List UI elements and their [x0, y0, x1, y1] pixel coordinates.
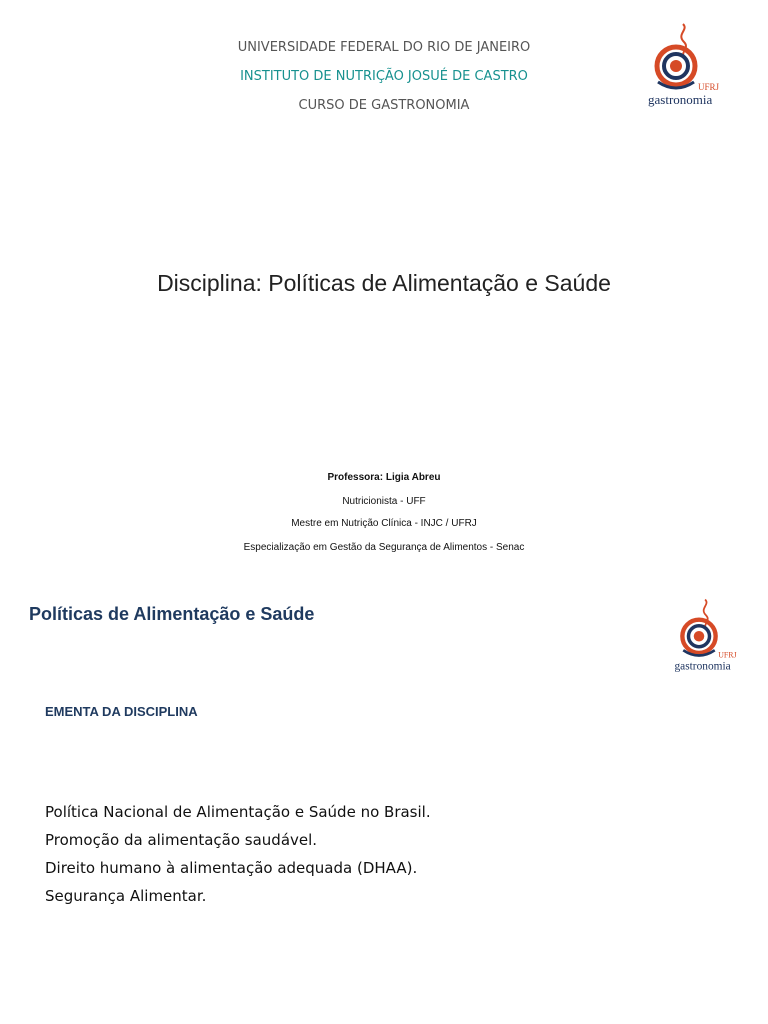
professor-credential-3: Especialização em Gestão da Segurança de Alimentos - Senac	[243, 542, 525, 553]
list-item: Segurança Alimentar.	[45, 887, 207, 905]
professor-credential-1: Nutricionista - UFF	[342, 496, 426, 507]
list-item: Promoção da alimentação saudável.	[45, 831, 318, 849]
slide-title: Políticas de Alimentação e Saúde	[29, 604, 315, 624]
discipline-title: Disciplina: Políticas de Alimentação e Saúde	[157, 270, 611, 296]
logo-wordmark: gastronomia	[648, 92, 713, 107]
list-item: Política Nacional de Alimentação e Saúde no Brasil.	[45, 803, 431, 821]
syllabus-list	[45, 798, 431, 910]
logo-badge: UFRJ	[698, 82, 720, 92]
gastronomia-logo-icon	[636, 20, 732, 116]
list-item: Direito humano à alimentação adequada (DHAA).	[45, 859, 418, 877]
syllabus-heading: EMENTA DA DISCIPLINA	[45, 704, 198, 719]
professor-credential-2: Mestre em Nutrição Clínica - INJC / UFRJ	[291, 518, 477, 529]
logo-wordmark: gastronomia	[674, 660, 731, 673]
institute-name: INSTITUTO DE NUTRIÇÃO JOSUÉ DE CASTRO	[240, 69, 528, 84]
ufrj-gastronomia-logo	[664, 596, 748, 680]
professor-name: Professora: Ligia Abreu	[327, 472, 441, 483]
logo-badge: UFRJ	[718, 650, 737, 660]
university-name: UNIVERSIDADE FEDERAL DO RIO DE JANEIRO	[237, 40, 531, 55]
gastronomia-logo-icon	[664, 596, 748, 680]
ufrj-gastronomia-logo	[636, 20, 732, 116]
syllabus-slide	[0, 576, 768, 1024]
course-name: CURSO DE GASTRONOMIA	[298, 98, 470, 113]
